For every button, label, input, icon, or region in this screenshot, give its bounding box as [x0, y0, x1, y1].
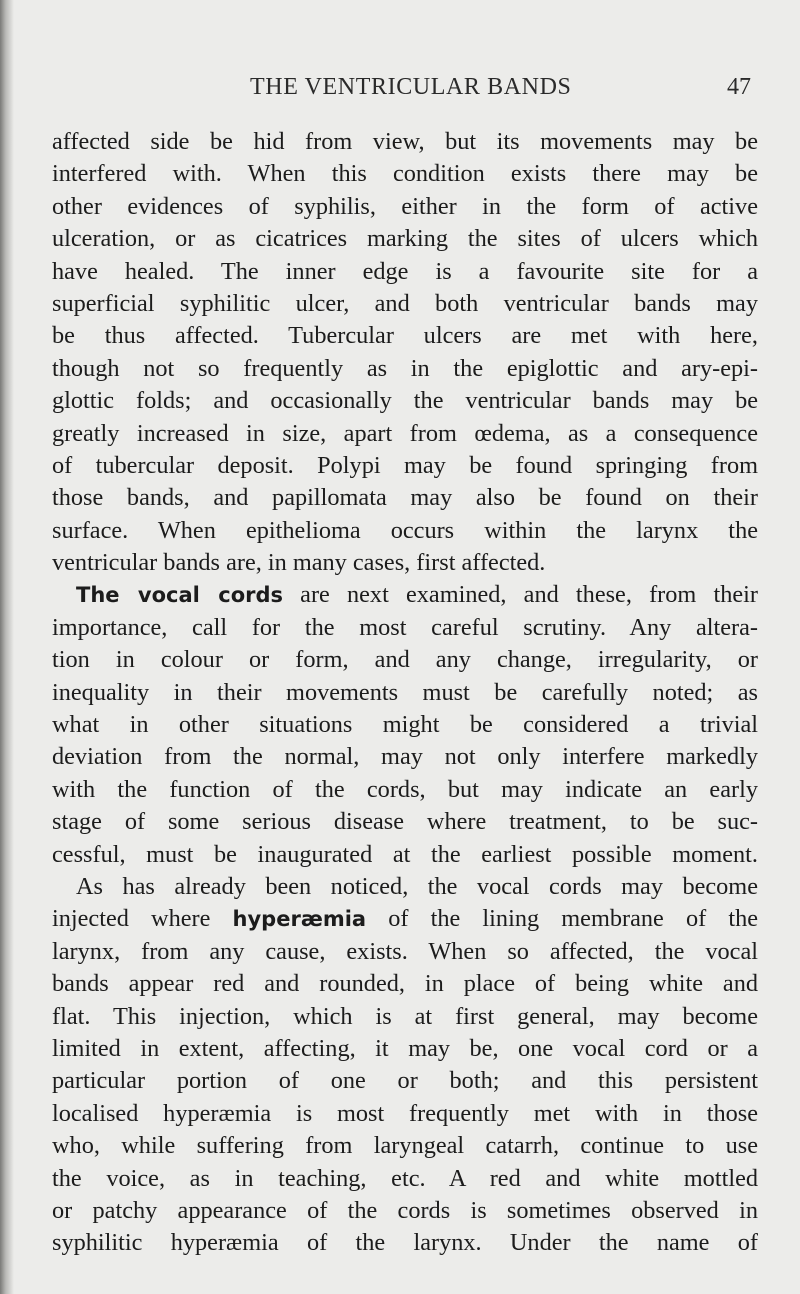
text-line: interfered with. When this condition exists there may be — [52, 160, 758, 188]
text-line: larynx, from any cause, exists. When so affected, the vocal — [52, 937, 758, 965]
page-header — [0, 74, 800, 106]
page-number: 47 — [727, 74, 751, 100]
text-line: have healed. The inner edge is a favourite site for a — [52, 257, 758, 285]
text-line: superficial syphilitic ulcer, and both ventricular bands may — [52, 289, 758, 317]
text-line: localised hyperæmia is most frequently met with in those — [52, 1099, 758, 1127]
text-line: glottic folds; and occasionally the ventricular bands may be — [52, 387, 758, 415]
text-line: greatly increased in size, apart from œdema, as a consequence — [52, 419, 758, 447]
text-line: those bands, and papillomata may also be found on their — [52, 484, 758, 512]
text-line: other evidences of syphilis, either in the form of active — [52, 192, 758, 220]
text-line — [52, 579, 758, 611]
text-line: though not so frequently as in the epiglottic and ary-epi- — [52, 354, 758, 382]
text-line: surface. When epithelioma occurs within the larynx the — [52, 516, 758, 544]
text-line: with the function of the cords, but may indicate an early — [52, 775, 758, 803]
text-line: be thus affected. Tubercular ulcers are met with here, — [52, 322, 758, 350]
text-line: stage of some serious disease where treatment, to be suc- — [52, 808, 758, 836]
text-line: deviation from the normal, may not only interfere markedly — [52, 743, 758, 771]
text-span: injected where — [52, 905, 233, 933]
text-line: cessful, must be inaugurated at the earliest possible moment. — [52, 840, 758, 868]
text-line: or patchy appearance of the cords is sometimes observed in — [52, 1196, 758, 1224]
text-line: particular portion of one or both; and this persistent — [52, 1067, 758, 1095]
bold-term: hyperæmia — [232, 907, 367, 932]
text-line: affected side be hid from view, but its movements may be — [52, 128, 758, 155]
text-line: the voice, as in teaching, etc. A red and white mottled — [52, 1164, 758, 1192]
running-head: THE VENTRICULAR BANDS — [250, 74, 572, 100]
text-line: tion in colour or form, and any change, irregularity, or — [52, 646, 758, 674]
text-line: syphilitic hyperæmia of the larynx. Under the name of — [52, 1229, 758, 1257]
text-line: who, while suffering from laryngeal catarrh, continue to use — [52, 1132, 758, 1160]
text-line: inequality in their movements must be carefully noted; as — [52, 678, 758, 706]
text-line: ventricular bands are, in many cases, first affected. — [52, 549, 546, 577]
text-span: of the lining membrane of the — [366, 905, 758, 933]
text-span: are next examined, and these, from their — [283, 581, 758, 609]
bold-term: The vocal cords — [76, 583, 284, 608]
text-line: As has already been noticed, the vocal cords may become — [76, 872, 758, 900]
text-line — [52, 903, 758, 935]
text-line: limited in extent, affecting, it may be, one vocal cord or a — [52, 1034, 758, 1062]
text-line: flat. This injection, which is at first general, may become — [52, 1002, 758, 1030]
text-line: importance, call for the most careful scrutiny. Any altera- — [52, 613, 758, 641]
text-line: ulceration, or as cicatrices marking the sites of ulcers which — [52, 225, 758, 253]
text-line: what in other situations might be considered a trivial — [52, 711, 758, 739]
body-text — [52, 126, 758, 1260]
text-line: of tubercular deposit. Polypi may be found springing from — [52, 451, 758, 479]
text-line: bands appear red and rounded, in place of being white and — [52, 970, 758, 998]
page-edge-shadow — [0, 0, 14, 1294]
